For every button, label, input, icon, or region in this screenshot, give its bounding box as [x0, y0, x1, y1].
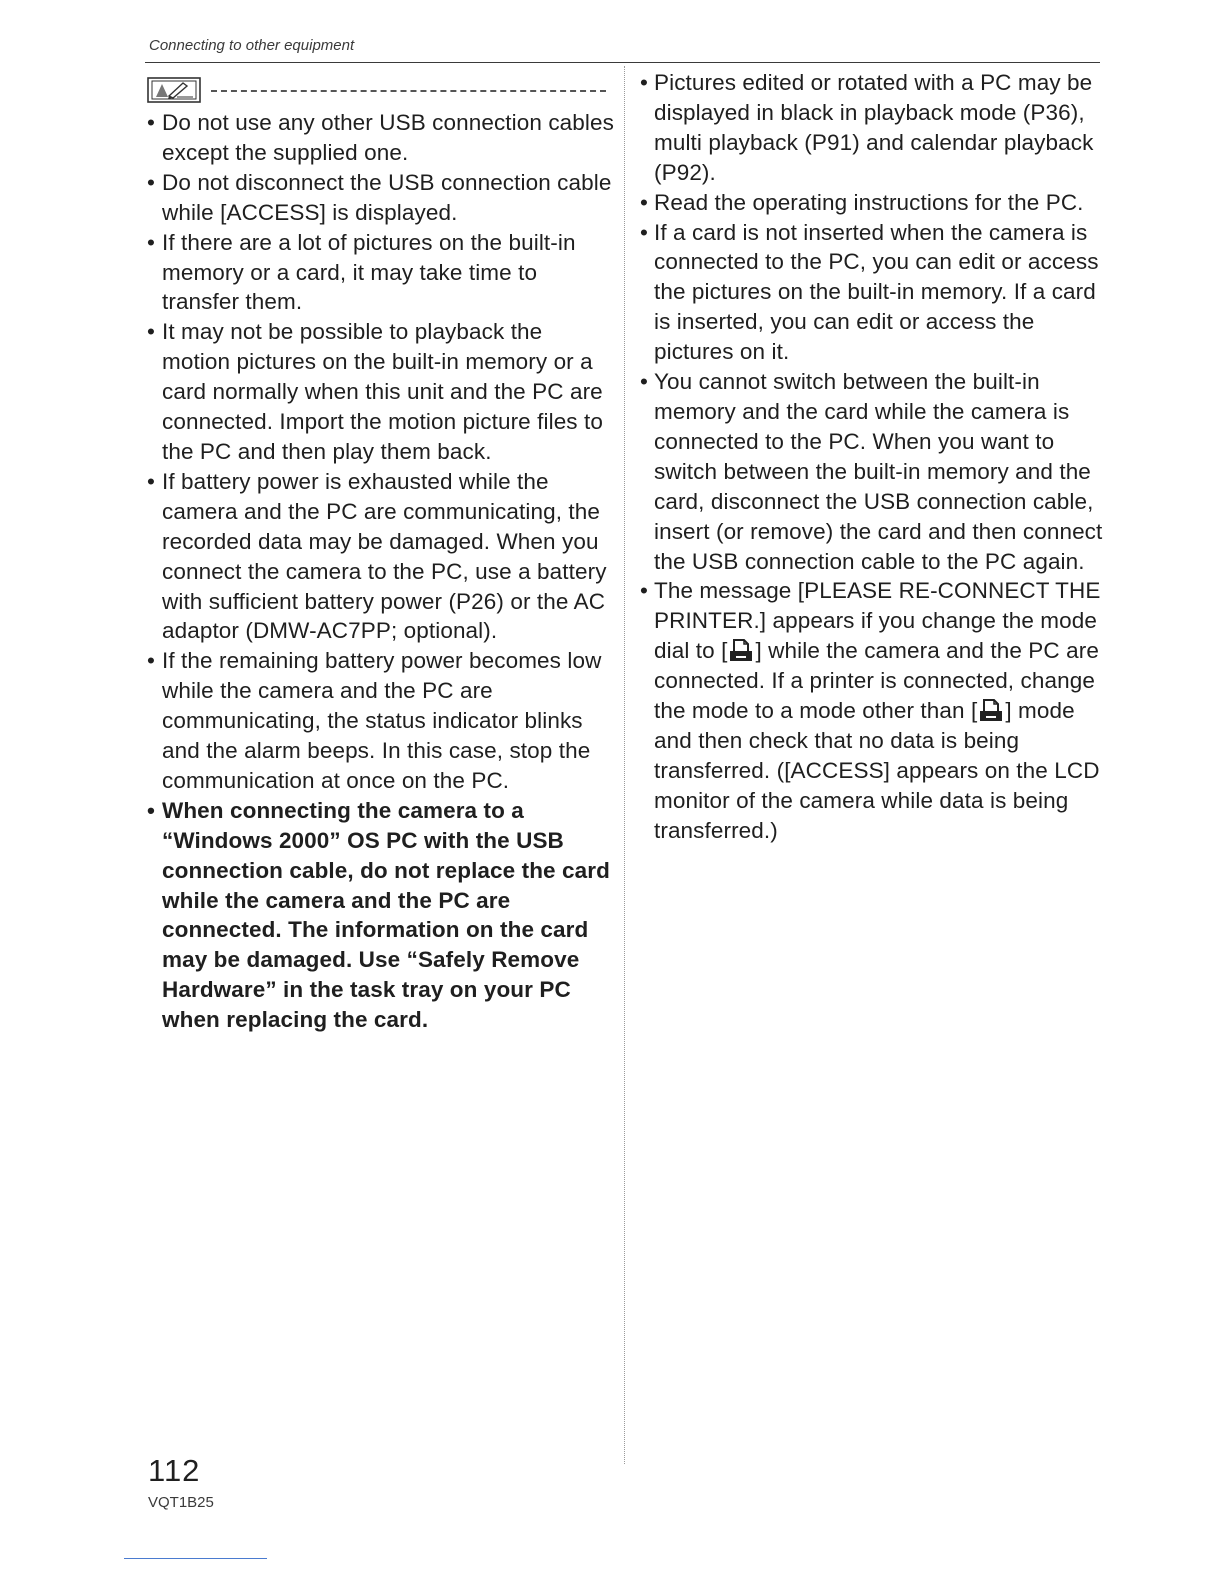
- item-text-part: The message [PLEASE RE-CONNECT THE PRINTER.] appears if you change the mode dial to [: [654, 578, 1101, 664]
- item-text: You cannot switch between the built-in memory and the card while the camera is connected to the PC. When you want to switch between the built-in memory and the card, disconnect the USB connection cable, insert (or remove) the card and then connect the USB connection cable to the PC again.: [654, 369, 1103, 574]
- list-item: [640, 68, 1108, 188]
- list-item: [640, 218, 1108, 368]
- column-divider: [624, 66, 625, 1464]
- left-column: [147, 108, 615, 1035]
- item-text: If battery power is exhausted while the camera and the PC are communicating, the recorded data may be damaged. When you connect the camera to the PC, use a battery with sufficient battery power (P26) or the AC adaptor (DMW-AC7PP; optional).: [162, 468, 607, 644]
- list-item: [147, 228, 615, 318]
- print-mode-icon: [978, 698, 1004, 722]
- item-text: Do not disconnect the USB connection cable while [ACCESS] is displayed.: [162, 169, 612, 225]
- list-item: [147, 467, 615, 646]
- printer-message-item: [640, 576, 1108, 845]
- item-text-part: ] while the camera and the PC are connected. If a printer is connected, change the mode to a mode other than [: [654, 638, 1099, 724]
- list-item: [640, 188, 1108, 218]
- bullet: •: [147, 797, 155, 823]
- bullet: •: [147, 648, 155, 674]
- item-text: When connecting the camera to a “Windows 2000” OS PC with the USB connection cable, do not replace the card while the camera and the PC are connected. The information on the card may be damaged. Use “Safely Remove Hardware” in the task tray on your PC when replacing the card.: [162, 797, 610, 1033]
- list-item: [147, 168, 615, 228]
- bullet: •: [147, 319, 155, 345]
- header-rule: [145, 62, 1100, 63]
- bullet: •: [147, 169, 155, 195]
- list-item: [640, 367, 1108, 576]
- section-header: Connecting to other equipment: [149, 37, 355, 54]
- note-marker: [147, 75, 609, 105]
- item-text: Pictures edited or rotated with a PC may be displayed in black in playback mode (P36), multi playback (P91) and calendar playback (P92).: [654, 70, 1094, 185]
- note-pencil-icon: [147, 77, 201, 103]
- item-text: Do not use any other USB connection cables except the supplied one.: [162, 110, 614, 165]
- page-number: 112: [148, 1453, 201, 1488]
- item-text: If a card is not inserted when the camera is connected to the PC, you can edit or access the pictures on the built-in memory. If a card is inserted, you can edit or access the pictures on it.: [654, 219, 1099, 365]
- item-text: If there are a lot of pictures on the built-in memory or a card, it may take time to transfer them.: [162, 229, 576, 315]
- item-text: If the remaining battery power becomes low while the camera and the PC are communicating, the status indicator blinks and the alarm beeps. In this case, stop the communication at once on the PC.: [162, 648, 602, 793]
- bullet: •: [147, 229, 155, 255]
- bullet: •: [147, 110, 155, 135]
- item-text: Read the operating instructions for the PC.: [654, 189, 1084, 215]
- bullet: •: [640, 219, 648, 245]
- bullet: •: [640, 369, 648, 395]
- note-dash-rule: [211, 90, 606, 92]
- warning-item: [147, 796, 615, 1035]
- list-item: [147, 317, 615, 467]
- item-text: It may not be possible to playback the motion pictures on the built-in memory or a card normally when this unit and the PC are connected. Import the motion picture files to the PC and then play them back.: [162, 319, 603, 464]
- bullet: •: [640, 70, 648, 95]
- bullet: •: [147, 468, 155, 494]
- item-text-part: ] mode and then check that no data is being transferred. ([ACCESS] appears on the LCD monitor of the camera while data is being transferred.): [654, 698, 1100, 843]
- print-mode-icon: [728, 638, 754, 662]
- list-item: [147, 646, 615, 796]
- model-code: VQT1B25: [148, 1494, 214, 1511]
- bullet: •: [640, 189, 648, 215]
- list-item: [147, 108, 615, 168]
- bullet: •: [640, 578, 648, 604]
- right-column: [640, 68, 1108, 846]
- bottom-rule: [124, 1558, 267, 1559]
